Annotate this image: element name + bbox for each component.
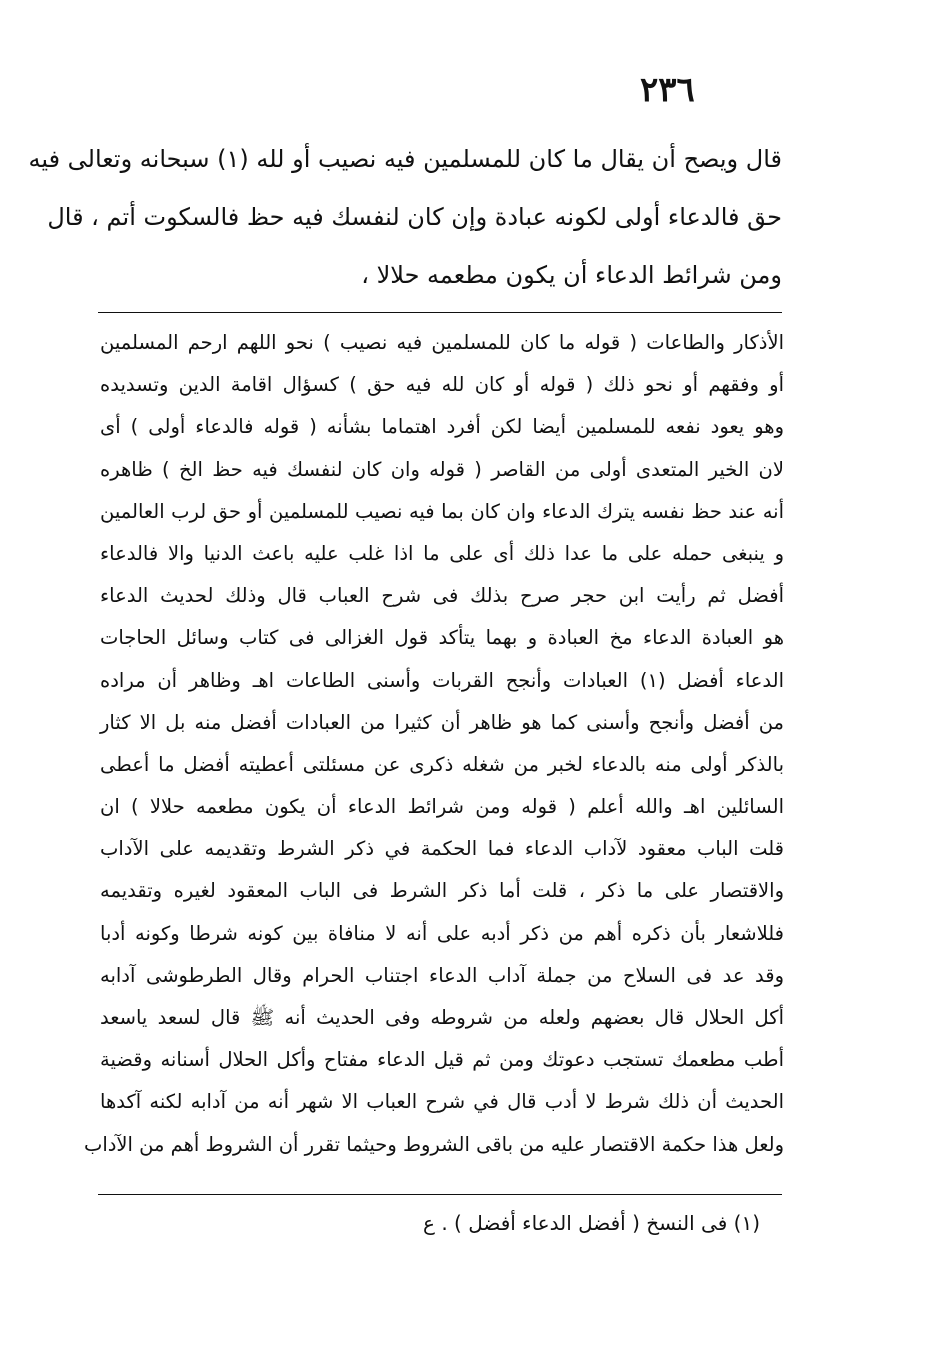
main-text-line: حق فالدعاء أولى لكونه عبادة وإن كان لنفسك فيه حظ فالسكوت أتم ، قال <box>47 203 782 231</box>
main-text-line: قال ويصح أن يقال ما كان للمسلمين فيه نصيب أو لله (١) سبحانه وتعالى فيه <box>28 145 782 173</box>
footnote-separator-rule <box>98 1194 782 1195</box>
commentary-line: لان الخير المتعدى أولى من القاصر ( قوله وان كان لنفسك فيه حظ الخ ) ظاهره <box>100 457 784 481</box>
commentary-line: الأذكار والطاعات ( قوله ما كان للمسلمين فيه نصيب ) نحو اللهم ارحم المسلمين <box>100 331 784 354</box>
commentary-line: قلت الباب معقود لآداب الدعاء فما الحكمة في ذكر الشرط وتقديمه على الآداب <box>100 837 784 861</box>
commentary-line: الحديث أن ذلك شرط لا أدب قال في شرح العباب الا شهر أنه من آدابه لكنه آكدها <box>100 1090 784 1114</box>
commentary-line: أنه عند حظ نفسه يترك الدعاء وان كان بما فيه نصيب للمسلمين أو حق لرب العالمين <box>100 499 784 523</box>
main-text-block <box>28 130 782 304</box>
commentary-line: بالذكر أولى منه بالدعاء لخبر من شغله ذكرى عن مسئلتى أعطيته أفضل ما أعطى <box>100 752 784 776</box>
commentary-line: السائلين اهـ والله أعلم ( قوله ومن شرائط الدعاء أن يكون مطعمه حلالا ) ان <box>100 795 784 819</box>
commentary-line: هو العبادة الدعاء مخ العبادة و بهما يتأكد قول الغزالى فى كتاب وسائل الحاجات <box>100 626 784 650</box>
commentary-line: والاقتصار على ما ذكر ، قلت أما ذكر الشرط فى الباب المعقود لغيره وتقديمه <box>100 879 784 903</box>
commentary-line: الدعاء أفضل (١) العبادات وأنجح القربات وأسنى الطاعات اهـ وظاهر أن مراده <box>100 668 784 692</box>
commentary-line: وقد عد فى السلاح من جملة آداب الدعاء اجتناب الحرام وقال الطرطوشى آدابه <box>100 963 784 987</box>
separator-rule <box>98 312 782 313</box>
commentary-line: من أفضل وأنجح وأسنى كما هو ظاهر أن كثيرا من العبادات أفضل منه بل الا كثار <box>100 710 784 734</box>
commentary-line: أو وفقهم أو نحو ذلك ( قوله أو كان لله فيه حق ) كسؤال اقامة الدين وتسديده <box>100 373 784 397</box>
main-text-line: ومن شرائط الدعاء أن يكون مطعمه حلالا ، <box>361 261 782 289</box>
commentary-line: أطب مطعمك تستجب دعوتك ومن ثم قيل الدعاء مفتاح وأكل الحلال أسنانه وقضية <box>100 1048 784 1072</box>
commentary-line: أكل الحلال قال بعضهم ولعله من شروطه وفى الحديث أنه ﷺ قال لسعد ياسعد <box>100 1006 784 1029</box>
commentary-line: ولعل هذا حكمة الاقتصار عليه من باقى الشروط وحيثما تقرر أن الشروط أهم من الآداب <box>83 1132 784 1156</box>
footnote: (١) فى النسخ ( أفضل الدعاء أفضل ) . ع <box>423 1211 760 1235</box>
commentary-line: فللاشعار بأن ذكره أهم من ذكر أدبه على أنه لا منافاة بين كونه شرطا وكونه أدبا <box>100 921 784 945</box>
commentary-line: وهو يعود نفعه للمسلمين أيضا لكن أفرد اهتماما بشأنه ( قوله فالدعاء أولى ) أى <box>100 415 784 439</box>
commentary-line: أفضل ثم رأيت ابن حجر صرح بذلك فى شرح العباب قال وذلك لحديث الدعاء <box>100 584 784 608</box>
page-number: ٢٣٦ <box>640 70 695 110</box>
commentary-block <box>83 322 784 1166</box>
commentary-line: و ينبغى حمله على ما عدا ذلك أى على ما اذا غلب عليه باعث الدنيا والا فالدعاء <box>100 541 784 565</box>
